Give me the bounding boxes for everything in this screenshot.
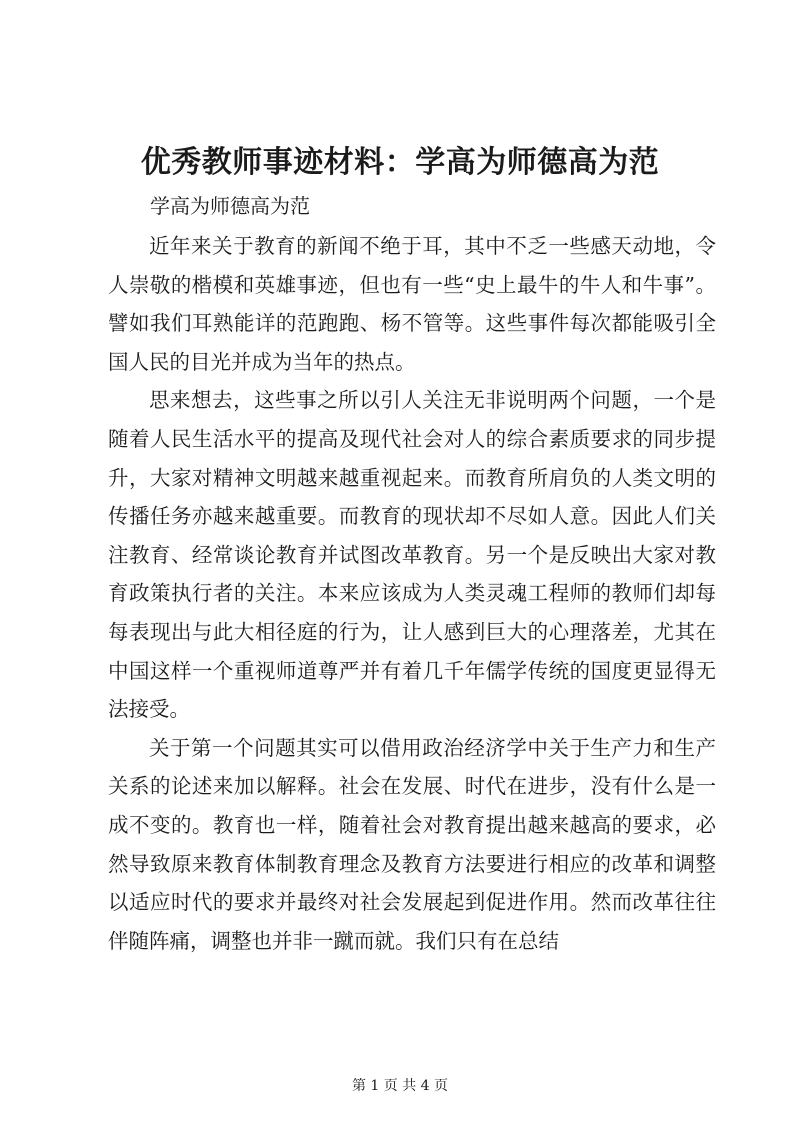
paragraph-2: 思来想去，这些事之所以引人关注无非说明两个问题，一个是随着人民生活水平的提高及现代社会对人的综合素质要求的同步提升，大家对精神文明越来越重视起来。而教育所肩负的人类文明的传播任务亦越来越重要。而教育的现状却不尽如人意。因此人们关注教育、经常谈论教育并试图改革教育。另一个是反映出大家对教育政策执行者的关注。本来应该成为人类灵魂工程师的教师们却每每表现出与此大相径庭的行为，让人感到巨大的心理落差，尤其在中国这样一个重视师道尊严并有着几千年儒学传统的国度更显得无法接受。 [108,388,716,722]
paragraph-1: 近年来关于教育的新闻不绝于耳，其中不乏一些感天动地，令人崇敬的楷模和英雄事迹，但也有一些“史上最牛的牛人和牛事”。譬如我们耳熟能详的范跑跑、杨不管等。这些事件每次都能吸引全国人民的目光并成为当年的热点。 [108,234,716,374]
document-body [108,227,716,960]
document-subtitle: 学高为师德高为范 [150,194,310,218]
document-title: 优秀教师事迹材料：学高为师德高为范 [140,145,660,180]
page-number-footer: 第 1 页 共 4 页 [351,1078,449,1094]
paragraph-3: 关于第一个问题其实可以借用政治经济学中关于生产力和生产关系的论述来加以解释。社会在发展、时代在进步，没有什么是一成不变的。教育也一样，随着社会对教育提出越来越高的要求，必然导致原来教育体制教育理念及教育方法要进行相应的改革和调整以适应时代的要求并最终对社会发展起到促进作用。然而改革往往伴随阵痛，调整也并非一蹴而就。我们只有在总结 [108,735,716,953]
